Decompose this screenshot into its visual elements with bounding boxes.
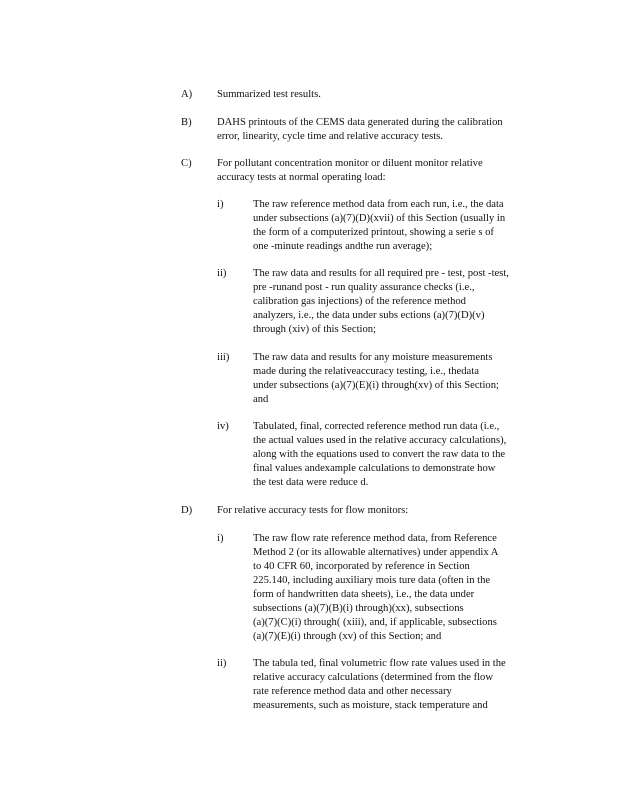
text-line: through (xiv) of this Section; — [253, 324, 376, 335]
text-line: (a)(7)(E)(i) through (xv) of this Section; and — [253, 631, 442, 642]
text-line: The raw reference method data from each run, i.e., the data — [253, 199, 504, 210]
text-line: Tabulated, final, corrected reference method run data (i.e., — [253, 421, 500, 432]
item-label: iv) — [217, 421, 229, 432]
item-text — [253, 267, 537, 337]
text-line: accuracy tests at normal operating load: — [217, 172, 386, 183]
text-line: analyzers, i.e., the data under subs ections (a)(7)(D)(v) — [253, 310, 485, 321]
section-c-label: C) — [181, 158, 192, 169]
text-line: The raw data and results for any moisture measurements — [253, 352, 493, 363]
text-line: the actual values used in the relative accuracy calculations), — [253, 435, 507, 446]
text-line: subsections (a)(7)(B)(i) through)(xx), subsections — [253, 603, 464, 614]
text-line: the test data were reduce d. — [253, 477, 369, 488]
text-line: 225.140, including auxiliary mois ture data (often in the — [253, 575, 491, 586]
item-label: i) — [217, 533, 224, 544]
text-line: one -minute readings andthe run average); — [253, 241, 433, 252]
text-line: relative accuracy calculations (determined from the flow — [253, 672, 494, 683]
item-label: iii) — [217, 352, 230, 363]
text-line: made during the relativeaccuracy testing, i.e., thedata — [253, 366, 479, 377]
item-text — [253, 657, 537, 713]
text-line: calibration gas injections) of the reference method — [253, 296, 466, 307]
text-line: Summarized test results. — [217, 89, 321, 100]
item-text — [253, 198, 537, 254]
text-line: to 40 CFR 60, incorporated by reference in Section — [253, 561, 470, 572]
section-b-text — [217, 116, 537, 144]
text-line: The raw flow rate reference method data, from Reference — [253, 533, 497, 544]
section-d-text — [217, 504, 537, 518]
item-text — [253, 532, 537, 644]
text-line: (a)(7)(C)(i) through( (xiii), and, if applicable, subsections — [253, 617, 497, 628]
text-line: rate reference method data and other necessary — [253, 686, 452, 697]
item-label: i) — [217, 199, 224, 210]
text-line: the form of a computerized printout, showing a serie s of — [253, 227, 494, 238]
item-text — [253, 420, 537, 490]
section-d-label: D) — [181, 505, 193, 516]
text-line: form of handwritten data sheets), i.e., the data under — [253, 589, 475, 600]
section-c-text — [217, 157, 537, 185]
text-line: For relative accuracy tests for flow monitors: — [217, 505, 409, 516]
section-b-label: B) — [181, 117, 192, 128]
text-line: Method 2 (or its allowable alternatives) under appendix A — [253, 547, 499, 558]
item-label: ii) — [217, 658, 227, 669]
text-line: final values andexample calculations to demonstrate how — [253, 463, 496, 474]
text-line: under subsections (a)(7)(D)(xvii) of this Section (usually in — [253, 213, 506, 224]
text-line: pre -runand post - run quality assurance checks (i.e., — [253, 282, 475, 293]
text-line: DAHS printouts of the CEMS data generated during the calibration — [217, 117, 503, 128]
text-line: The raw data and results for all required pre - test, post -test, — [253, 268, 509, 279]
text-line: The tabula ted, final volumetric flow rate values used in the — [253, 658, 506, 669]
text-line: For pollutant concentration monitor or diluent monitor relative — [217, 158, 483, 169]
item-label: ii) — [217, 268, 227, 279]
text-line: measurements, such as moisture, stack temperature and — [253, 700, 488, 711]
text-line: along with the equations used to convert the raw data to the — [253, 449, 506, 460]
section-a-label: A) — [181, 89, 193, 100]
section-a-text — [217, 88, 537, 102]
text-line: and — [253, 394, 269, 405]
text-line: error, linearity, cycle time and relative accuracy tests. — [217, 131, 443, 142]
item-text — [253, 351, 537, 407]
text-line: under subsections (a)(7)(E)(i) through(xv) of this Section; — [253, 380, 499, 391]
